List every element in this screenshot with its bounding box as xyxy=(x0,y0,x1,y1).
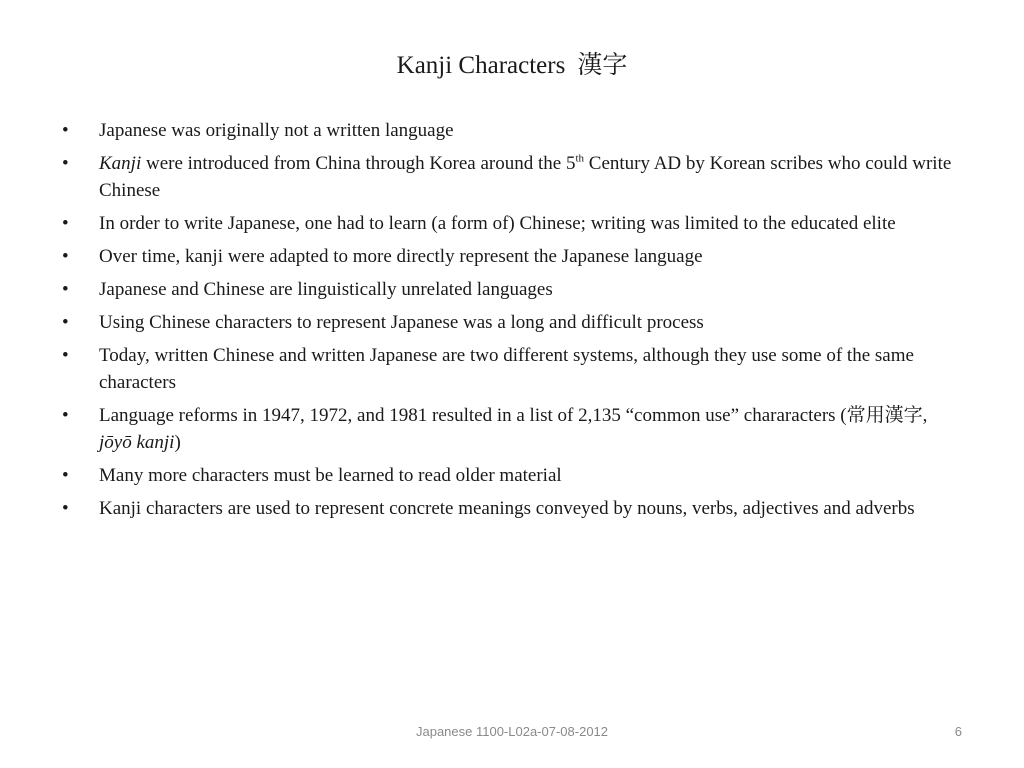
bullet-icon: • xyxy=(62,213,69,234)
bullet-text: In order to write Japanese, one had to learn (a form of) Chinese; writing was limited to the educated elite xyxy=(99,213,896,234)
slide-title-kanji: 漢字 xyxy=(577,52,628,79)
bullet-italic-term: Kanji xyxy=(99,153,142,174)
bullet-text: Language reforms in 1947, 1972, and 1981 resulted in a list of 2,135 “common use” chararacters ( xyxy=(99,405,847,426)
page-number: 6 xyxy=(954,724,962,739)
bullet-icon: • xyxy=(62,153,69,174)
bullet-icon: • xyxy=(62,405,69,426)
list-item xyxy=(62,210,962,237)
list-item xyxy=(62,342,962,396)
bullet-text: Many more characters must be learned to read older material xyxy=(99,465,562,486)
bullet-kanji: 常用漢字 xyxy=(846,405,923,426)
bullet-text: Century AD by Korean scribes who could write Chinese xyxy=(99,153,952,201)
list-item xyxy=(62,495,962,522)
slide-title-text: Kanji Characters xyxy=(396,52,566,79)
list-item xyxy=(62,309,962,336)
bullet-text: Japanese and Chinese are linguistically unrelated languages xyxy=(99,279,553,300)
ordinal-superscript: th xyxy=(575,152,585,165)
bullet-text: Japanese was originally not a written language xyxy=(99,120,454,141)
list-item xyxy=(62,462,962,489)
bullet-icon: • xyxy=(62,312,69,333)
list-item xyxy=(62,150,962,204)
bullet-text: Today, written Chinese and written Japanese are two different systems, although they use some of the same characters xyxy=(99,345,914,393)
list-item xyxy=(62,402,962,456)
bullet-icon: • xyxy=(62,246,69,267)
bullet-list xyxy=(62,117,962,528)
bullet-italic-term: jōyō kanji xyxy=(99,432,175,453)
bullet-icon: • xyxy=(62,498,69,519)
slide-footer: Japanese 1100-L02a-07-08-2012 xyxy=(415,724,609,739)
bullet-icon: • xyxy=(62,279,69,300)
bullet-text: Using Chinese characters to represent Japanese was a long and difficult process xyxy=(99,312,704,333)
list-item xyxy=(62,117,962,144)
bullet-text: ) xyxy=(174,432,181,453)
bullet-icon: • xyxy=(62,465,69,486)
bullet-text: were introduced from China through Korea around the 5 xyxy=(141,153,576,174)
bullet-icon: • xyxy=(62,120,69,141)
list-item xyxy=(62,243,962,270)
list-item xyxy=(62,276,962,303)
slide-title xyxy=(0,48,1024,84)
bullet-text: , xyxy=(922,405,928,426)
bullet-text: Kanji characters are used to represent concrete meanings conveyed by nouns, verbs, adjectives and adverbs xyxy=(99,498,915,519)
bullet-text: Over time, kanji were adapted to more directly represent the Japanese language xyxy=(99,246,703,267)
bullet-icon: • xyxy=(62,345,69,366)
